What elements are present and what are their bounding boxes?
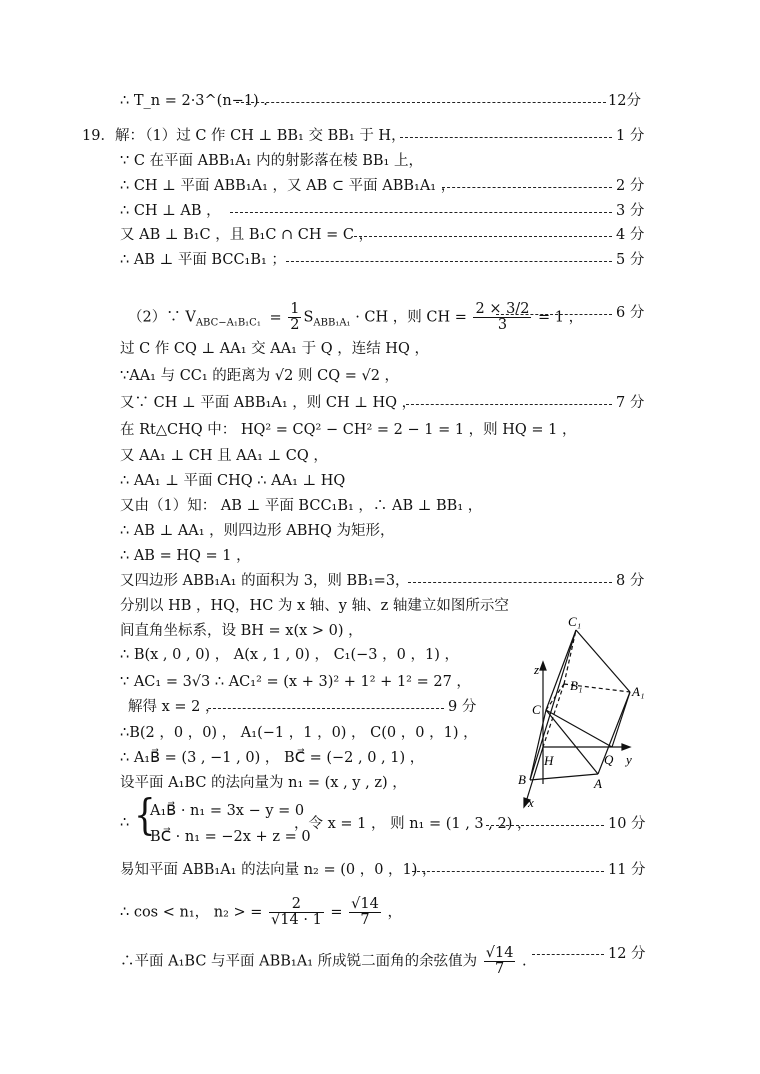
line-ab-eq-hq: ∴ AB = HQ = 1 ，: [120, 548, 251, 564]
line-coord-system: 间直角坐标系，设 BH = x(x > 0) ，: [120, 623, 363, 639]
label-x: x: [528, 795, 534, 810]
label-a1: A₁: [632, 684, 645, 699]
score-label: 2 分: [616, 178, 645, 194]
prism-figure: [508, 612, 658, 812]
line-axes: 分别以 HB ，HQ，HC 为 x 轴、y 轴、z 轴建立如图所示空: [120, 598, 509, 614]
score-label: 11 分: [608, 862, 646, 878]
line-aa1-plane: ∴ AA₁ ⊥ 平面 CHQ ∴ AA₁ ⊥ HQ: [120, 473, 346, 489]
y-arrow: [622, 744, 630, 750]
score-label: 4 分: [616, 227, 645, 243]
line-projection: ∵ C 在平面 ABB₁A₁ 内的射影落在棱 BB₁ 上，: [120, 153, 423, 169]
line-cos: ∴ cos < n₁， n₂ > = $\frac{2}{√14 \cdot 1}$ = $\frac{√14}{7}$ ，: [120, 896, 402, 928]
score-leader: [236, 102, 606, 103]
line-pythagoras: 在 Rt△CHQ 中： HQ² = CQ² − CH² = 2 − 1 = 1 ，则 HQ = 1 ，: [120, 422, 577, 438]
line-ch-perp-ab: ∴ CH ⊥ AB ，: [120, 203, 221, 219]
system-therefore: ∴: [120, 815, 130, 831]
score-leader: [406, 404, 612, 405]
label-c1: C₁: [568, 614, 582, 629]
fraction-answer: $\frac{√14}{7}$: [485, 945, 514, 977]
score-label: 3 分: [616, 203, 645, 219]
score-label: 8 分: [616, 573, 645, 589]
label-b1: B₁: [570, 678, 583, 693]
score-leader: [408, 582, 612, 583]
edge-b1-h: [543, 684, 564, 747]
line-from-part1: 又由（1）知： AB ⊥ 平面 BCC₁B₁ ，∴ AB ⊥ BB₁ ，: [120, 498, 483, 514]
score-leader: [532, 954, 604, 955]
score-leader: [486, 825, 604, 826]
score-label: 6 分: [616, 305, 645, 321]
score-leader: [354, 236, 612, 237]
line-rectangle: ∴ AB ⊥ AA₁ ，则四边形 ABHQ 为矩形，: [120, 523, 395, 539]
score-label: 1 分: [616, 128, 645, 144]
line-ch-perp-hq: 又∵ CH ⊥ 平面 ABB₁A₁ ，则 CH ⊥ HQ ，: [120, 395, 417, 411]
line-points-1: ∴ B(x , 0 , 0) ， A(x , 1 , 0) ， C₁(−3 ，0 ，1) ，: [120, 647, 459, 663]
line-vectors: ∴ A₁B⃗ = (3 , −1 , 0) ， BC⃗ = (−2 , 0 , 1) ，: [120, 750, 425, 766]
score-leader: [208, 708, 444, 709]
line-solve-x: 解得 x = 2 ，: [128, 699, 220, 715]
score-label: 12分: [608, 93, 641, 109]
edge-c-q: [546, 710, 612, 747]
line-volume: （2）∵ $V_{ABC-A_1B_1C_1}$ = $\frac{1}{2}$ $S_{ABB_1A_1}$ · CH ，则 CH = $\frac{2 \times 3/2}{3}$ = 1 ，: [128, 301, 584, 333]
label-z: z: [534, 662, 540, 677]
fraction-cos-1: $\frac{2}{√14 \cdot 1}$: [271, 896, 322, 928]
score-label: 12 分: [608, 946, 646, 962]
line-distance: ∵AA₁ 与 CC₁ 的距离为 √2 则 CQ = √2 ，: [120, 368, 400, 384]
system-brace: {: [134, 790, 156, 840]
z-arrow: [540, 662, 546, 670]
line-ab-perp-b1c: 又 AB ⊥ B₁C ，且 B₁C ∩ CH = C ，: [120, 227, 374, 243]
x-axis: [526, 747, 543, 802]
edge-c1-a1: [576, 630, 630, 692]
line-aa1-perp: 又 AA₁ ⊥ CH 且 AA₁ ⊥ CQ ，: [120, 448, 328, 464]
score-leader: [400, 137, 612, 138]
line-tn: ∴ T_n = 2·3^(n−1) .: [120, 93, 268, 109]
label-q: Q: [604, 752, 614, 767]
score-leader: [442, 187, 612, 188]
edge-b-a: [530, 774, 598, 780]
line-ab-perp-plane: ∴ AB ⊥ 平面 BCC₁B₁ ；: [120, 252, 286, 268]
fraction-ch: $\frac{2 \times 3/2}{3}$: [475, 301, 530, 333]
label-a: A: [594, 776, 602, 791]
line-points-2: ∴B(2 ，0 ，0) ， A₁(−1 ，1 ，0) ， C(0 ，0 ，1) ，: [120, 725, 478, 741]
score-leader: [286, 261, 612, 262]
line-cq: 过 C 作 CQ ⊥ AA₁ 交 AA₁ 于 Q ，连结 HQ ，: [120, 341, 429, 357]
label-b: B: [518, 772, 526, 787]
score-label: 10 分: [608, 816, 646, 832]
label-y: y: [626, 752, 632, 767]
system-eq-2: BC⃗ · n₁ = −2x + z = 0: [150, 829, 311, 845]
line-part1-intro: （1）过 C 作 CH ⊥ BB₁ 交 BB₁ 于 H，: [138, 128, 406, 144]
system-eq-1: A₁B⃗ · n₁ = 3x − y = 0: [150, 803, 305, 819]
line-ac1: ∵ AC₁ = 3√3 ∴ AC₁² = (x + 3)² + 1² + 1² = 27 ，: [120, 674, 471, 690]
question-number: 19．解：: [82, 128, 144, 144]
edge-q-a1: [612, 692, 630, 747]
edge-c-b1: [546, 684, 564, 710]
score-leader: [412, 871, 604, 872]
score-label: 5 分: [616, 252, 645, 268]
line-n1-result: ，令 x = 1 ， 则 n₁ = (1 , 3 , 2) ，: [294, 816, 532, 832]
edge-c-a: [546, 710, 598, 774]
fraction-half: $\frac{1}{2}$: [290, 301, 300, 333]
score-leader: [496, 314, 612, 315]
label-c: C: [532, 702, 541, 717]
line-normal-n2: 易知平面 ABB₁A₁ 的法向量 n₂ = (0 ，0 ，1) ，: [120, 862, 437, 878]
line-area: 又四边形 ABB₁A₁ 的面积为 3，则 BB₁=3，: [120, 573, 410, 589]
fraction-cos-2: $\frac{√14}{7}$: [351, 896, 379, 928]
label-h: H: [544, 753, 554, 768]
line-normal-n1: 设平面 A₁BC 的法向量为 n₁ = (x , y , z) ，: [120, 775, 407, 791]
score-leader: [230, 212, 612, 213]
edge-c-c1: [546, 630, 576, 710]
line-answer: ∴平面 A₁BC 与平面 ABB₁A₁ 所成锐二面角的余弦值为 $\frac{√14}{7}$ .: [120, 945, 527, 977]
score-label: 9 分: [448, 699, 477, 715]
score-label: 7 分: [616, 395, 645, 411]
line-ch-perp-plane: ∴ CH ⊥ 平面 ABB₁A₁ ，又 AB ⊂ 平面 ABB₁A₁ ，: [120, 178, 456, 194]
